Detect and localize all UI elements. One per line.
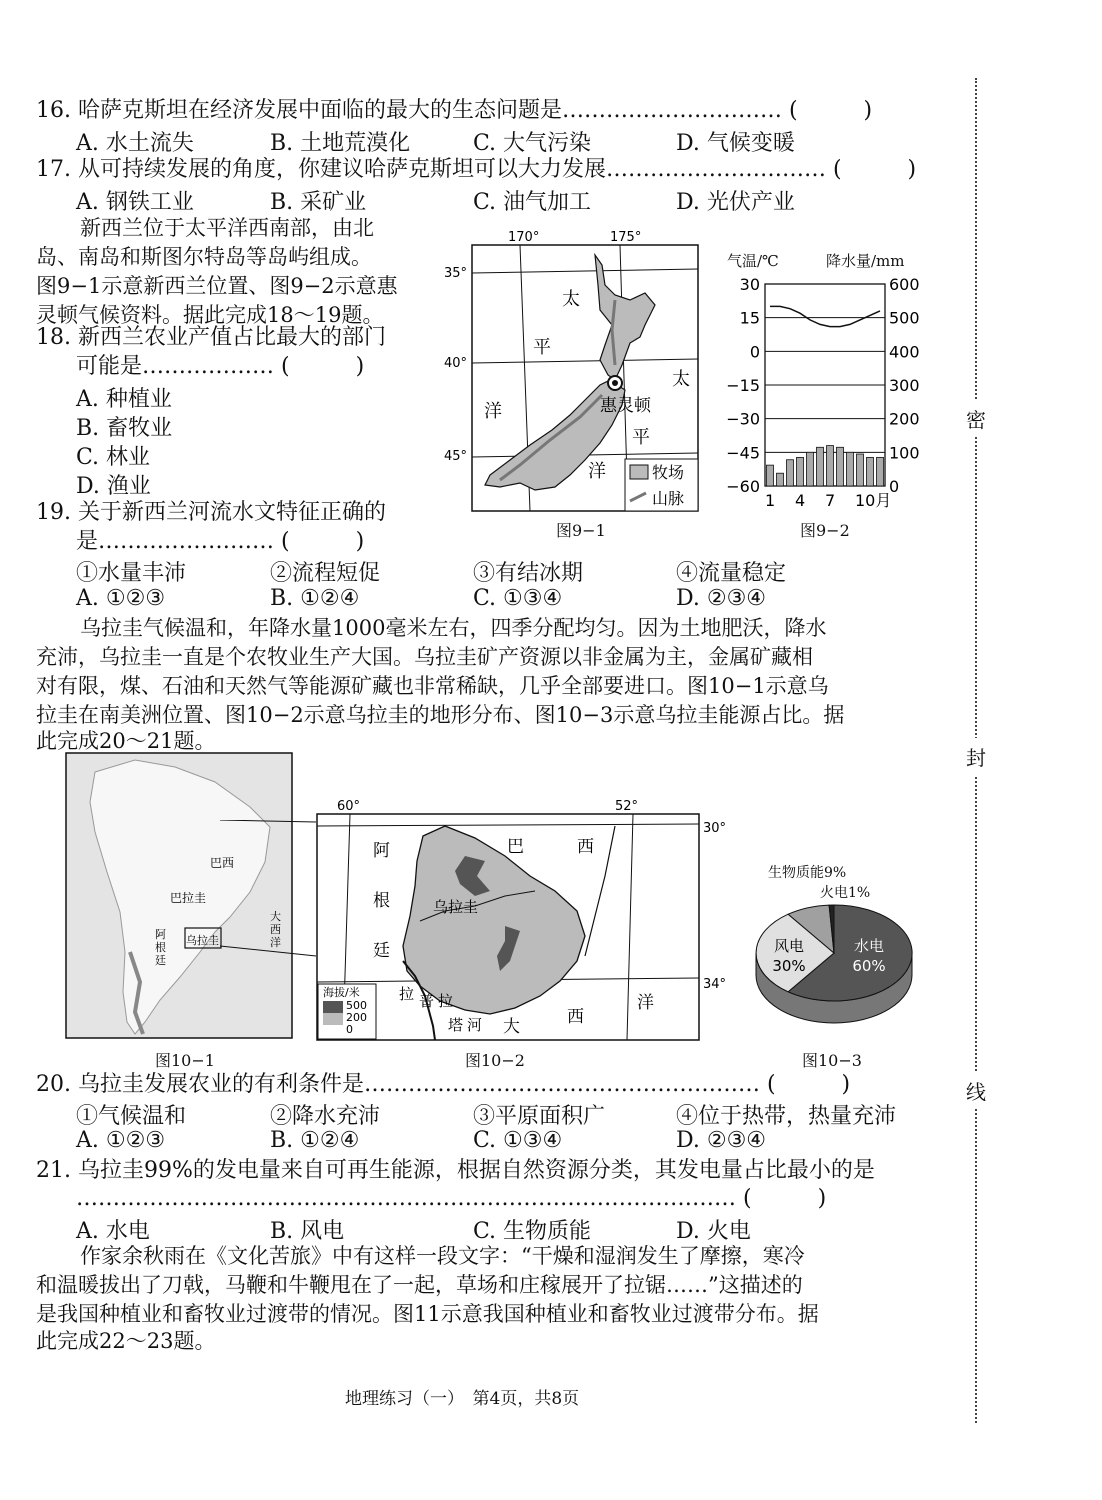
precip-bar bbox=[877, 457, 884, 486]
q17-option-d[interactable]: D. 光伏产业 bbox=[676, 190, 795, 215]
temp-tick-label: 0 bbox=[749, 342, 760, 362]
precip-bar bbox=[797, 457, 804, 486]
q18-stem: 18. 新西兰农业产值占比最大的部门 bbox=[36, 325, 386, 350]
q18-stem-cont: 可能是……………… ( ) bbox=[76, 354, 365, 379]
ocean-char: 平 bbox=[533, 337, 551, 358]
pie-label-biomass: 生物质能9% bbox=[768, 865, 847, 881]
label-uruguay: 乌拉圭 bbox=[433, 898, 479, 916]
month-tick-label: 7 bbox=[825, 491, 836, 510]
nz-intro-line: 新西兰位于太平洋西南部，由北 bbox=[80, 216, 374, 240]
cn-intro-line: 是我国种植业和畜牧业过渡带的情况。图11示意我国种植业和畜牧业过渡带分布。据 bbox=[36, 1302, 819, 1326]
pie-slice-label: 风电 bbox=[773, 937, 805, 955]
figure-9-1-map bbox=[440, 225, 710, 545]
river-char: 河 bbox=[467, 1016, 483, 1034]
temp-tick-label: −15 bbox=[726, 376, 760, 395]
precip-tick-label: 400 bbox=[889, 342, 920, 362]
lon-label: 170° bbox=[508, 230, 540, 245]
q19-item-3: ③有结冰期 bbox=[473, 561, 584, 586]
q20-item-4: ④位于热带，热量充沛 bbox=[676, 1104, 897, 1129]
figure-9-1-caption: 图9−1 bbox=[556, 521, 606, 540]
temp-tick-label: −60 bbox=[726, 477, 760, 496]
q21-option-a[interactable]: A. 水电 bbox=[76, 1219, 150, 1244]
q20-option-c[interactable]: C. ①③④ bbox=[473, 1128, 563, 1153]
uy-intro-line: 乌拉圭气候温和，年降水量1000毫米左右，四季分配均匀。因为土地肥沃，降水 bbox=[80, 616, 827, 640]
precip-tick-label: 0 bbox=[889, 477, 900, 496]
q20-item-1: ①气候温和 bbox=[76, 1104, 187, 1129]
q20-option-b[interactable]: B. ①②④ bbox=[270, 1128, 360, 1153]
precip-bar bbox=[817, 447, 824, 486]
uy-intro-line: 充沛，乌拉圭一直是个农牧业生产大国。乌拉圭矿产资源以非金属为主，金属矿藏相 bbox=[36, 645, 813, 669]
precip-bar bbox=[857, 454, 864, 486]
seal-label-mi: 密 bbox=[966, 400, 986, 437]
ocean-char: 洋 bbox=[588, 461, 606, 482]
q20-item-2: ②降水充沛 bbox=[270, 1104, 381, 1129]
lat-label: 30° bbox=[703, 821, 727, 836]
precip-tick-label: 200 bbox=[889, 409, 920, 429]
legend-swatch-200 bbox=[323, 1013, 343, 1025]
q19-option-b[interactable]: B. ①②④ bbox=[270, 586, 360, 611]
q18-option-a[interactable]: A. 种植业 bbox=[76, 387, 172, 412]
label-atlantic: 大西洋 bbox=[270, 910, 281, 949]
ocean-char: 大 bbox=[503, 1017, 520, 1037]
temp-tick-label: 30 bbox=[739, 275, 760, 294]
legend-value: 0 bbox=[346, 1023, 353, 1036]
q18-option-d[interactable]: D. 渔业 bbox=[76, 474, 151, 499]
river-char: 普 bbox=[419, 992, 435, 1010]
pie-slice-label: 60% bbox=[852, 957, 886, 975]
precip-tick-label: 600 bbox=[889, 275, 920, 294]
q19-option-c[interactable]: C. ①③④ bbox=[473, 586, 563, 611]
q20-option-d[interactable]: D. ②③④ bbox=[676, 1128, 767, 1153]
connector-line bbox=[220, 820, 316, 822]
uy-intro-line: 对有限，煤、石油和天然气等能源矿藏也非常稀缺，几乎全部要进口。图10−1示意乌 bbox=[36, 674, 829, 698]
uy-intro-line: 此完成20～21题。 bbox=[36, 729, 216, 753]
figure-9-2-climate-chart bbox=[725, 272, 935, 512]
q20-item-3: ③平原面积广 bbox=[473, 1104, 606, 1129]
nz-intro-line: 图9−1示意新西兰位置、图9−2示意惠 bbox=[36, 274, 398, 298]
label-uruguay: 乌拉圭 bbox=[186, 934, 219, 947]
precip-axis-title: 降水量/mm bbox=[826, 252, 905, 270]
ocean-char: 洋 bbox=[637, 993, 654, 1013]
month-tick-label: 10月 bbox=[855, 491, 892, 510]
q21-option-c[interactable]: C. 生物质能 bbox=[473, 1219, 592, 1244]
q18-option-c[interactable]: C. 林业 bbox=[76, 445, 151, 470]
q17-option-a[interactable]: A. 钢铁工业 bbox=[76, 190, 194, 215]
label-brazil-char: 巴 bbox=[507, 837, 524, 857]
q20-option-a[interactable]: A. ①②③ bbox=[76, 1128, 166, 1153]
q17-option-c[interactable]: C. 油气加工 bbox=[473, 190, 592, 215]
lat-label: 40° bbox=[444, 356, 468, 371]
uy-intro-line: 拉圭在南美洲位置、图10−2示意乌拉圭的地形分布、图10−3示意乌拉圭能源占比。据 bbox=[36, 703, 845, 727]
ocean-char: 太 bbox=[562, 289, 580, 310]
temp-tick-label: −30 bbox=[726, 409, 760, 429]
label-argentina-char: 阿 bbox=[373, 841, 390, 861]
lat-label: 35° bbox=[444, 266, 468, 281]
river-char: 塔 bbox=[448, 1016, 464, 1034]
q21-option-d[interactable]: D. 火电 bbox=[676, 1219, 751, 1244]
precip-bar bbox=[847, 452, 854, 486]
month-tick-label: 4 bbox=[795, 491, 806, 510]
temp-axis-title: 气温/℃ bbox=[727, 252, 779, 270]
label-paraguay: 巴拉圭 bbox=[170, 891, 207, 905]
nz-intro-line: 岛、南岛和斯图尔特岛等岛屿组成。 bbox=[36, 245, 372, 269]
month-tick-label: 1 bbox=[765, 491, 776, 510]
q19-item-2: ②流程短促 bbox=[270, 561, 381, 586]
pie-label-thermal: 火电1% bbox=[820, 885, 871, 901]
precip-bar bbox=[867, 457, 874, 486]
label-brazil-char: 西 bbox=[577, 837, 594, 857]
zoom-connector-lines bbox=[220, 820, 320, 960]
precip-tick-label: 500 bbox=[889, 308, 920, 328]
q16-option-d[interactable]: D. 气候变暖 bbox=[676, 131, 795, 156]
q19-option-a[interactable]: A. ①②③ bbox=[76, 586, 166, 611]
figure-9-2-caption: 图9−2 bbox=[800, 521, 850, 540]
cn-intro-line: 和温暖拔出了刀戟，马鞭和牛鞭甩在了一起，草场和庄稼展开了拉锯……”这描述的 bbox=[36, 1273, 803, 1297]
q21-option-b[interactable]: B. 风电 bbox=[270, 1219, 345, 1244]
figure-10-3-pie-chart bbox=[752, 898, 922, 1038]
pasture-legend-swatch bbox=[630, 465, 648, 479]
precip-bar bbox=[837, 447, 844, 486]
precip-bar bbox=[827, 446, 834, 486]
figure-10-1-caption: 图10−1 bbox=[155, 1051, 215, 1070]
label-argentina-char: 根 bbox=[373, 891, 390, 911]
label-argentina-char: 廷 bbox=[373, 941, 390, 961]
q19-option-d[interactable]: D. ②③④ bbox=[676, 586, 767, 611]
q16-option-b[interactable]: B. 土地荒漠化 bbox=[270, 131, 411, 156]
figure-10-2-caption: 图10−2 bbox=[465, 1051, 525, 1070]
q19-stem-cont: 是…………………… ( ) bbox=[76, 529, 365, 554]
legend-label-pasture: 牧场 bbox=[652, 463, 685, 482]
cn-intro-line: 此完成22～23题。 bbox=[36, 1329, 216, 1353]
ocean-char: 平 bbox=[632, 427, 650, 448]
precip-bar bbox=[787, 460, 794, 486]
precip-bar bbox=[807, 452, 814, 486]
q18-option-b[interactable]: B. 畜牧业 bbox=[76, 416, 173, 441]
q19-item-1: ①水量丰沛 bbox=[76, 561, 187, 586]
label-brazil: 巴西 bbox=[210, 856, 235, 870]
page-footer: 地理练习（一） 第4页，共8页 bbox=[345, 1389, 580, 1409]
figure-10-2-map bbox=[315, 796, 735, 1046]
q16-option-c[interactable]: C. 大气污染 bbox=[473, 131, 592, 156]
temp-tick-label: 15 bbox=[739, 308, 760, 328]
ocean-char: 洋 bbox=[484, 401, 502, 422]
label-argentina: 阿根廷 bbox=[155, 928, 166, 967]
city-label-wellington: 惠灵顿 bbox=[600, 396, 651, 416]
lat-label: 45° bbox=[444, 449, 468, 464]
precip-bar bbox=[777, 473, 784, 486]
q21-stem-cont: ……………………………………………………………………………… ( ) bbox=[76, 1186, 827, 1211]
river-char: 拉 bbox=[399, 985, 415, 1003]
q16-stem: 16. 哈萨克斯坦在经济发展中面临的最大的生态问题是………………………… ( ) bbox=[36, 98, 873, 123]
legend-title: 海拔/米 bbox=[323, 986, 360, 999]
q19-stem: 19. 关于新西兰河流水文特征正确的 bbox=[36, 500, 386, 525]
legend-value: 500 bbox=[346, 999, 367, 1012]
ocean-char: 西 bbox=[567, 1007, 584, 1027]
seal-label-feng: 封 bbox=[966, 738, 986, 775]
precip-bar bbox=[767, 465, 774, 486]
q21-stem: 21. 乌拉圭99%的发电量来自可再生能源，根据自然资源分类，其发电量占比最小的是 bbox=[36, 1158, 875, 1183]
q16-option-a[interactable]: A. 水土流失 bbox=[76, 131, 194, 156]
wellington-marker-icon bbox=[612, 380, 618, 386]
connector-line bbox=[220, 946, 316, 956]
lon-label: 175° bbox=[610, 230, 642, 245]
legend-swatch-500 bbox=[323, 1001, 343, 1013]
pie-slice-label: 水电 bbox=[853, 937, 885, 955]
lon-label: 60° bbox=[337, 799, 361, 814]
q20-stem: 20. 乌拉圭发展农业的有利条件是……………………………………………… ( ) bbox=[36, 1072, 851, 1097]
precip-tick-label: 300 bbox=[889, 376, 920, 395]
nz-intro-line: 灵顿气候资料。据此完成18～19题。 bbox=[36, 303, 384, 327]
temp-tick-label: −45 bbox=[726, 443, 760, 463]
pie-slice-label: 30% bbox=[772, 957, 806, 975]
lon-label: 52° bbox=[615, 799, 639, 814]
legend-label-mountain: 山脉 bbox=[652, 489, 685, 508]
q17-option-b[interactable]: B. 采矿业 bbox=[270, 190, 367, 215]
figure-10-3-caption: 图10−3 bbox=[802, 1051, 862, 1070]
ocean-char: 太 bbox=[672, 369, 690, 390]
seal-label-xian: 线 bbox=[966, 1072, 986, 1109]
precip-tick-label: 100 bbox=[889, 443, 920, 463]
q19-item-4: ④流量稳定 bbox=[676, 561, 787, 586]
river-char: 拉 bbox=[438, 992, 454, 1010]
lat-label: 34° bbox=[703, 977, 727, 992]
cn-intro-line: 作家余秋雨在《文化苦旅》中有这样一段文字：“干燥和湿润发生了摩擦，寒冷 bbox=[80, 1244, 805, 1268]
q17-stem: 17. 从可持续发展的角度，你建议哈萨克斯坦可以大力发展………………………… ( ) bbox=[36, 157, 917, 182]
legend-value: 200 bbox=[346, 1011, 367, 1024]
